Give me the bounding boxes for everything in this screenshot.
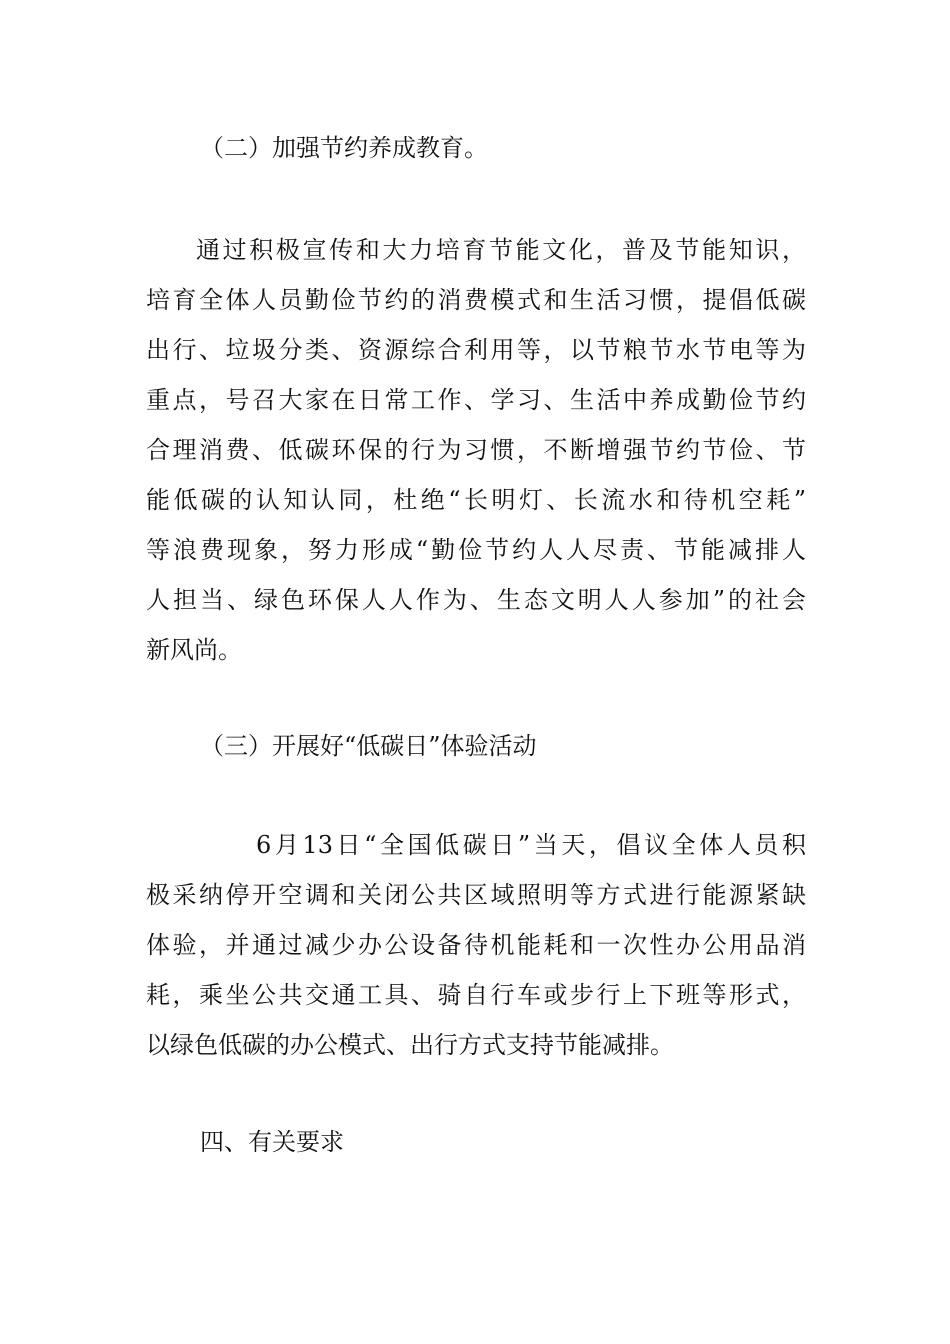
- paragraph-line: 合理消费、低碳环保的行为习惯，不断增强节约节俭、节: [146, 436, 806, 464]
- paragraph-line: 等浪费现象，努力形成“勤俭节约人人尽责、节能减排人: [146, 536, 806, 564]
- section-four-heading: 四、有关要求: [200, 1128, 344, 1156]
- section-three-paragraph: [146, 820, 806, 1070]
- paragraph-line: 极采纳停开空调和关闭公共区域照明等方式进行能源紧缺: [146, 881, 806, 909]
- paragraph-line: 以绿色低碳的办公模式、出行方式支持节能减排。: [146, 1031, 674, 1059]
- paragraph-line: 能低碳的认知认同，杜绝“长明灯、长流水和待机空耗”: [146, 486, 806, 514]
- paragraph-line: 新风尚。: [146, 636, 242, 664]
- paragraph-line: 重点，号召大家在日常工作、学习、生活中养成勤俭节约: [146, 386, 806, 414]
- paragraph-line: 耗，乘坐公共交通工具、骑自行车或步行上下班等形式，: [146, 981, 806, 1009]
- section-three-heading: （三）开展好“低碳日”体验活动: [200, 732, 537, 760]
- section-two-paragraph: [146, 225, 806, 675]
- paragraph-line: 6月13日“全国低碳日”当天，倡议全体人员积: [256, 831, 806, 859]
- paragraph-line: 通过积极宣传和大力培育节能文化，普及节能知识，: [196, 236, 806, 264]
- paragraph-line: 体验，并通过减少办公设备待机能耗和一次性办公用品消: [146, 931, 806, 959]
- paragraph-line: 人担当、绿色环保人人作为、生态文明人人参加”的社会: [146, 586, 806, 614]
- paragraph-line: 出行、垃圾分类、资源综合利用等，以节粮节水节电等为: [146, 336, 806, 364]
- section-two-heading: （二）加强节约养成教育。: [200, 134, 488, 162]
- paragraph-line: 培育全体人员勤俭节约的消费模式和生活习惯，提倡低碳: [146, 286, 806, 314]
